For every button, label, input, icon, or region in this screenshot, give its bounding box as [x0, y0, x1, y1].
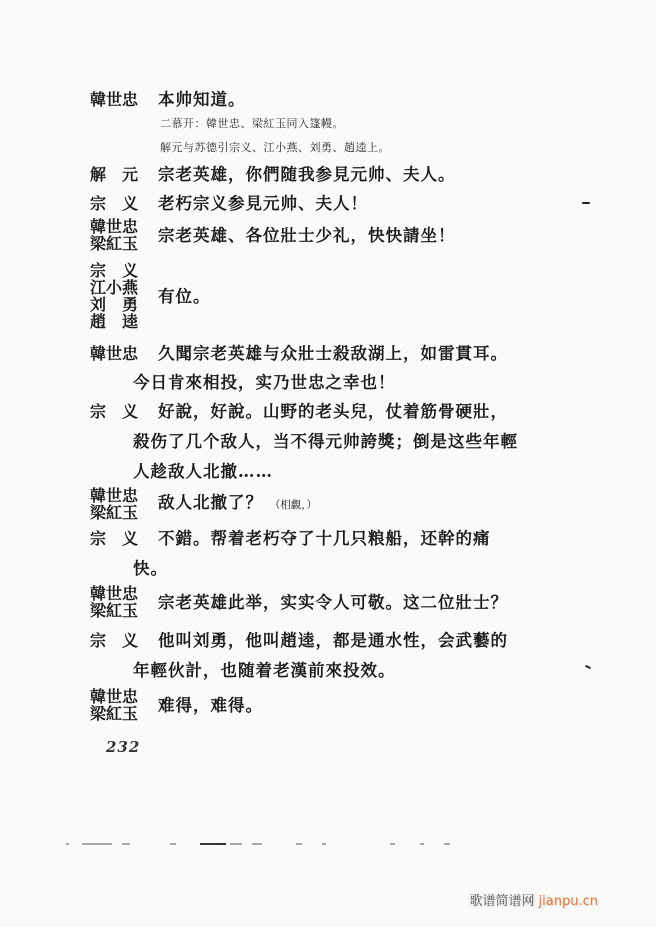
dialogue-entry — [90, 688, 520, 722]
speaker-name: 宗 义 — [90, 529, 139, 548]
dialogue-continuation: 今日肯來相投，实乃世忠之幸也！ — [133, 373, 396, 392]
dialogue-entry — [90, 159, 520, 190]
margin-mark — [585, 665, 591, 669]
dialogue-entry — [90, 188, 520, 219]
dialogue-text: 敌人北撤了？ — [158, 493, 263, 512]
speaker-name: 宗 义 — [90, 631, 139, 650]
speaker-group — [90, 487, 146, 521]
speaker-name: 趙 逵 — [90, 312, 139, 331]
speaker-name: 刘 勇 — [90, 295, 139, 314]
dialogue-line: 宗老英雄、各位壯士少礼，快快請坐！ — [158, 225, 456, 245]
dialogue-continuation: 人趁敌人北撤…… — [133, 462, 273, 481]
speaker-name: 韓世忠 — [90, 344, 139, 363]
speaker-group — [90, 262, 146, 330]
speaker-group — [90, 585, 146, 619]
dialogue-line: 宗老英雄此举，实实令人可敬。这二位壯士？ — [158, 592, 508, 612]
site-watermark — [470, 890, 598, 909]
dialogue-continuation: 殺伤了几个敌人，当不得元帅誇獎；倒是这些年輕 — [133, 432, 518, 451]
dialogue-entry — [90, 523, 520, 554]
dialogue-continuation: 快。 — [133, 559, 168, 578]
dialogue-line: 好說，好說。山野的老头兒，仗着筋骨硬壯， — [158, 402, 508, 421]
scan-artifact-line — [60, 842, 460, 846]
dialogue-entry — [90, 84, 520, 115]
speaker-group — [90, 218, 146, 252]
dialogue-line: 他叫刘勇，他叫趙逵，都是通水性，会武藝的 — [158, 631, 508, 650]
dialogue-line: 本帅知道。 — [158, 90, 246, 109]
dialogue-line: 老朽宗义参見元帅、夫人！ — [158, 194, 368, 213]
stage-direction: 二慕开：韓世忠、梁紅玉同入篷幔。 — [160, 117, 344, 130]
dialogue-entry — [90, 396, 520, 427]
margin-mark — [582, 202, 590, 204]
watermark-domain: jianpu.cn — [538, 894, 598, 909]
speaker-name: 梁紅玉 — [90, 601, 139, 620]
speaker-name: 韓世忠 — [90, 486, 139, 505]
dialogue-entry — [90, 487, 520, 521]
speaker-name: 韓世忠 — [90, 687, 139, 706]
speaker-name: 宗 义 — [90, 194, 139, 213]
speaker-name: 韓世忠 — [90, 90, 139, 109]
speaker-name: 宗 义 — [90, 402, 139, 421]
stage-note: （相覷，） — [269, 499, 317, 511]
page-number: 232 — [106, 738, 141, 756]
speaker-name: 梁紅玉 — [90, 704, 139, 723]
speaker-name: 解 元 — [90, 165, 139, 184]
speaker-name: 韓世忠 — [90, 584, 139, 603]
dialogue-entry — [90, 262, 520, 330]
speaker-name: 江小燕 — [90, 278, 139, 297]
speaker-group — [90, 688, 146, 722]
dialogue-entry — [90, 585, 520, 619]
dialogue-line: 难得，难得。 — [158, 695, 263, 715]
speaker-name: 韓世忠 — [90, 217, 139, 236]
dialogue-entry — [90, 218, 520, 252]
watermark-site-name: 歌谱简谱网 — [469, 894, 535, 909]
dialogue-entry — [90, 338, 520, 369]
speaker-name: 梁紅玉 — [90, 503, 139, 522]
dialogue-continuation: 年輕伙計，也随着老漢前來投效。 — [133, 661, 396, 680]
dialogue-line: 有位。 — [158, 286, 211, 306]
dialogue-line: 宗老英雄，你們随我参見元帅、夫人。 — [158, 165, 456, 184]
dialogue-entry — [90, 625, 520, 656]
speaker-name: 宗 义 — [90, 261, 139, 280]
dialogue-line: 久聞宗老英雄与众壯士殺敌湖上，如雷貫耳。 — [158, 344, 508, 363]
stage-direction: 解元与苏德引宗义、江小燕、刘勇、趙逵上。 — [160, 141, 390, 154]
dialogue-line: 不錯。帮着老朽夺了十几只粮船，还幹的痛 — [158, 529, 491, 548]
speaker-name: 梁紅玉 — [90, 234, 139, 253]
dialogue-line — [158, 487, 317, 521]
